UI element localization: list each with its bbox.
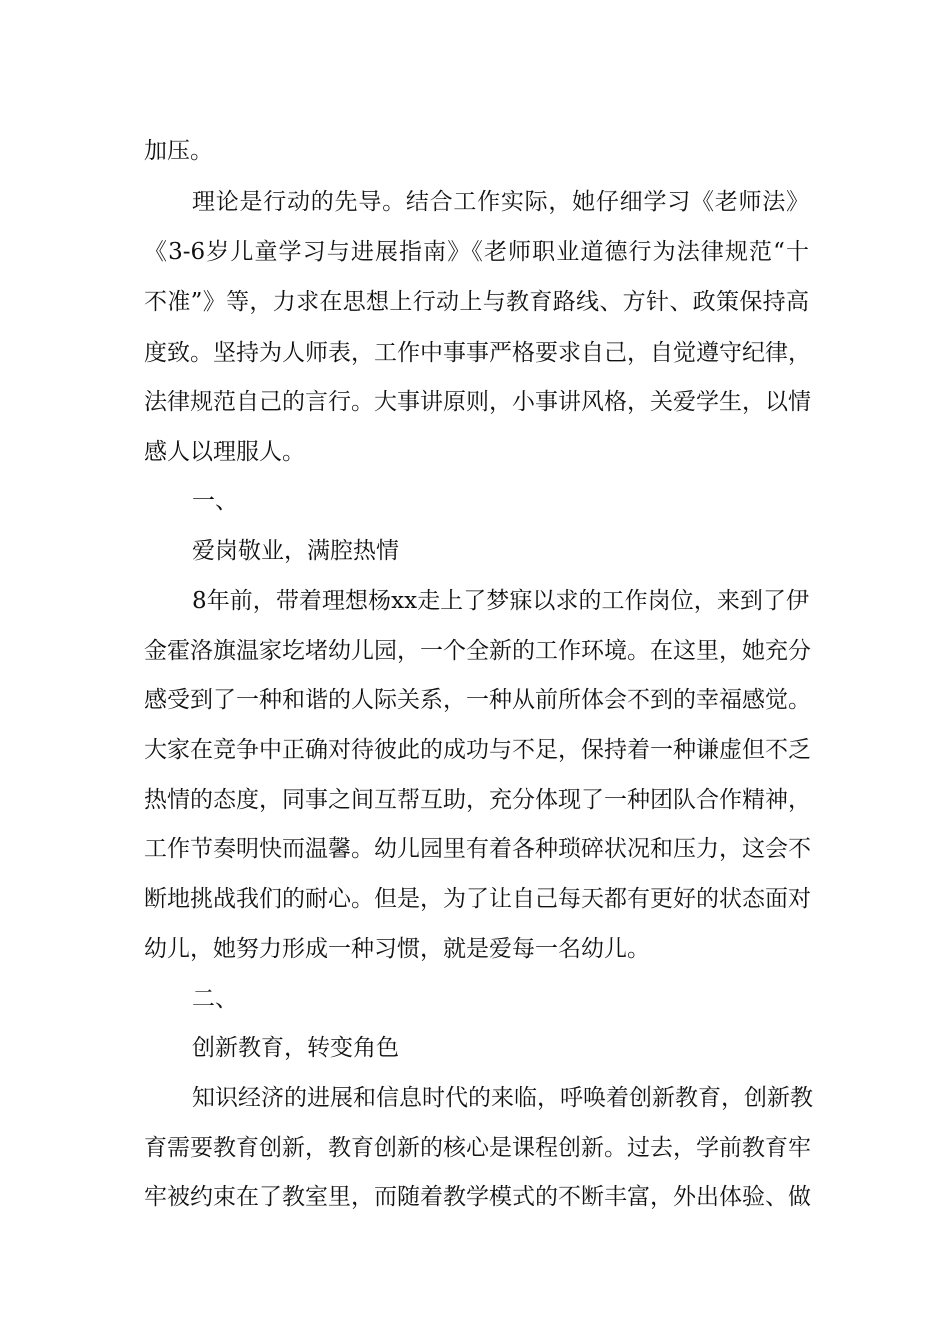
- text-line: 理论是行动的先导。结合工作实际，她仔细学习《老师法》: [192, 189, 809, 215]
- text-line: 《3-6岁儿童学习与进展指南》《老师职业道德行为法律规范“十: [144, 239, 809, 265]
- text-line: 8年前，带着理想杨xx走上了梦寐以求的工作岗位，来到了伊: [192, 588, 809, 614]
- text-line: 感受到了一种和谐的人际关系，一种从前所体会不到的幸福感觉。: [144, 687, 811, 713]
- text-line: 度致。坚持为人师表，工作中事事严格要求自己，自觉遵守纪律，: [144, 340, 811, 366]
- text-line: 育需要教育创新，教育创新的核心是课程创新。过去，学前教育牢: [144, 1135, 811, 1161]
- text-line: 断地挑战我们的耐心。但是，为了让自己每天都有更好的状态面对: [144, 886, 811, 912]
- section-number: 二、: [192, 986, 238, 1012]
- text-line: 工作节奏明快而温馨。幼儿园里有着各种琐碎状况和压力，这会不: [144, 836, 811, 862]
- text-line: 加压。: [144, 138, 213, 164]
- text-line: 牢被约束在了教室里，而随着教学模式的不断丰富，外出体验、做: [144, 1184, 811, 1210]
- text-line: 感人以理服人。: [144, 439, 305, 465]
- section-heading: 爱岗敬业，满腔热情: [192, 538, 399, 564]
- text-line: 金霍洛旗温家圪堵幼儿园，一个全新的工作环境。在这里，她充分: [144, 638, 811, 664]
- text-line: 知识经济的进展和信息时代的来临，呼唤着创新教育，创新教: [192, 1085, 813, 1111]
- text-line: 大家在竞争中正确对待彼此的成功与不足，保持着一种谦虚但不乏: [144, 737, 811, 763]
- section-heading: 创新教育，转变角色: [192, 1035, 399, 1061]
- text-line: 热情的态度，同事之间互帮互助，充分体现了一种团队合作精神，: [144, 787, 811, 813]
- text-line: 幼儿，她努力形成一种习惯，就是爱每一名幼儿。: [144, 936, 650, 962]
- text-line: 法律规范自己的言行。大事讲原则，小事讲风格，关爱学生，以情: [144, 389, 811, 415]
- text-line: 不准”》等，力求在思想上行动上与教育路线、方针、政策保持高: [144, 289, 809, 315]
- section-number: 一、: [192, 488, 238, 514]
